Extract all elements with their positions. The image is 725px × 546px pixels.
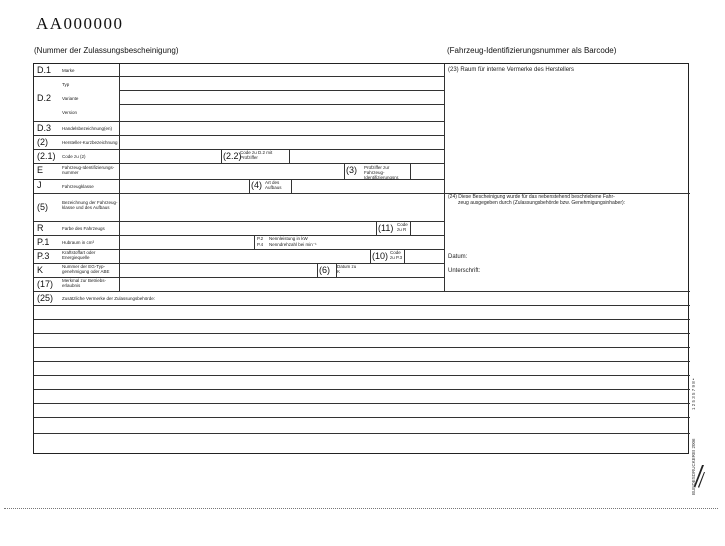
notes-line (34, 319, 690, 320)
row-line (34, 76, 445, 77)
label-eg-nummer: Nummer der EG-Typ-genehmigung oder ABE (62, 264, 110, 274)
row-line (119, 104, 445, 105)
label-art-aufbau: Art des Aufbaus (265, 180, 282, 190)
cell-divider (254, 235, 255, 249)
note-24-line1: (24) Diese Bescheinigung wurde für das nebenstehend beschriebene Fahr- (448, 194, 615, 200)
notes-line (34, 417, 690, 418)
code-d1: D.1 (37, 65, 52, 75)
label-fin: Fahrzeug-Identifizierungs-nummer (62, 165, 115, 175)
row-line (34, 221, 445, 222)
notes-line (34, 333, 690, 334)
row-line (34, 121, 445, 122)
label-code-farbe: Code zu R (397, 222, 408, 232)
label-nenndrehzahl: Nenndrehzahl bei min⁻¹ (269, 242, 317, 247)
cell-divider (344, 163, 345, 179)
label-kraftstoff: Kraftstoffart oder Energiequelle (62, 250, 96, 260)
label-hersteller-kurz: Hersteller-Kurzbezeichnung (62, 140, 118, 145)
code-25: (25) (37, 293, 54, 303)
row-line (34, 135, 445, 136)
label-code-d2: Code zu D.2 mit Prüfziffer (240, 150, 273, 160)
code-r: R (37, 223, 44, 233)
row-line (34, 291, 690, 292)
code-5: (5) (37, 202, 48, 212)
caption-vin-barcode: (Fahrzeug-Identifizierungsnummer als Barcode) (447, 46, 617, 55)
row-line (34, 235, 445, 236)
cell-divider (410, 163, 411, 179)
document-number: AA000000 (36, 14, 124, 33)
cell-divider (249, 179, 250, 193)
code-2: (2) (37, 137, 48, 147)
right-panel-divider (444, 64, 445, 291)
label-pruefziffer: Prüfziffer zur Fahrzeug-Identifizierungsnr. (364, 165, 400, 180)
label-typ: Typ (62, 82, 70, 87)
cell-divider (317, 263, 318, 277)
label-p2: P.2 (257, 236, 264, 241)
code-e: E (37, 165, 44, 175)
code-4: (4) (251, 180, 262, 190)
code-p3: P.3 (37, 251, 50, 261)
label-p4: P.4 (257, 242, 264, 247)
label-version: Version (62, 110, 78, 115)
notes-line (34, 361, 690, 362)
notes-line (34, 347, 690, 348)
note-24-line2: zeug ausgegeben durch (Zulassungsbehörde bzw. Genehmigungsinhaber): (458, 200, 626, 206)
code-j: J (37, 180, 42, 190)
notes-line (34, 389, 690, 390)
label-nennleistung: Nennleistung in kW (269, 236, 308, 241)
label-code-2: Code zu (2) (62, 154, 86, 159)
row-line (34, 193, 445, 194)
row-line (119, 90, 445, 91)
perforation-line (4, 508, 718, 509)
code-p1: P.1 (37, 237, 50, 247)
code-17: (17) (37, 279, 54, 289)
code-d3: D.3 (37, 123, 52, 133)
code-k: K (37, 265, 44, 275)
notes-line (34, 375, 690, 376)
code-6: (6) (319, 265, 330, 275)
cell-divider (410, 221, 411, 235)
code-3: (3) (346, 165, 357, 175)
label-bez-klasse: Bezeichnung der Fahrzeug-klasse und des Aufbaus (62, 200, 118, 210)
label-datum-k: Datum zu K (337, 264, 357, 274)
label-fahrzeugklasse: Fahrzeugklasse (62, 184, 94, 189)
cell-divider (289, 149, 290, 163)
label-merkmal: Merkmal zur Betriebs-erlaubnis (62, 278, 107, 288)
label-unterschrift: Unterschrift: (448, 268, 481, 274)
label-zusaetzliche: Zusätzliche Vermerke der Zulassungsbehörde: (62, 296, 156, 301)
label-marke: Marke (62, 68, 75, 73)
value-column-divider (119, 64, 120, 291)
form-frame (33, 63, 689, 454)
code-d2: D.2 (37, 93, 52, 103)
label-variante: Variante (62, 96, 79, 101)
code-11: (11) (378, 223, 394, 233)
cell-divider (376, 221, 377, 235)
label-hubraum: Hubraum in cm³ (62, 240, 95, 245)
cell-divider (404, 249, 405, 263)
cell-divider (291, 179, 292, 193)
notes-line (34, 433, 690, 434)
label-datum: Datum: (448, 254, 468, 260)
row-line (34, 163, 445, 164)
caption-certificate-number: (Nummer der Zulassungsbescheinigung) (34, 46, 179, 55)
serial-number: 1 2 5 3 5 7 9 8 • (691, 378, 696, 410)
notes-line (34, 403, 690, 404)
notes-line (34, 305, 690, 306)
code-10: (10) (372, 251, 389, 261)
note-23: (23) Raum für interne Vermerke des Herstellers (448, 67, 575, 73)
printer-logo-icon (693, 462, 707, 490)
code-2-2: (2.2) (223, 151, 242, 161)
code-2-1: (2.1) (37, 151, 56, 161)
cell-divider (370, 249, 371, 263)
label-code-p3: Code zu P.3 (390, 250, 403, 260)
label-farbe: Farbe des Fahrzeugs (62, 226, 105, 231)
label-handelsname: Handelsbezeichnung(en) (62, 126, 113, 131)
printer-imprint: BUNDESDRUCKEREI 2006 (691, 438, 696, 495)
cell-divider (221, 149, 222, 163)
